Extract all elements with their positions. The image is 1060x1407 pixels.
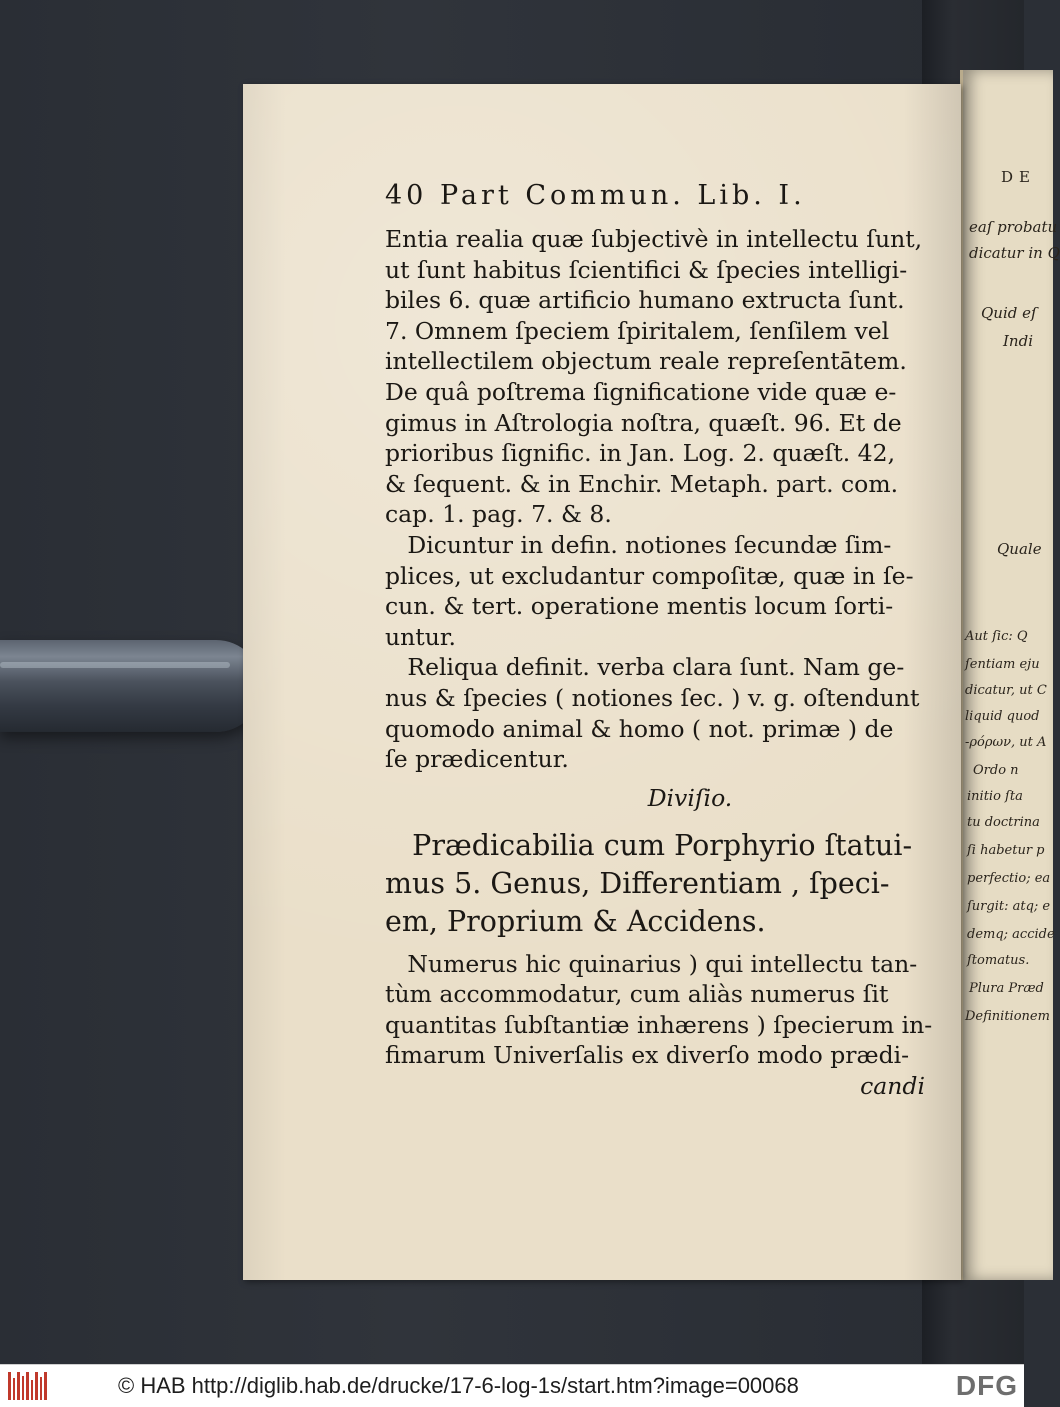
facing-fragment: ſentiam eju: [965, 657, 1040, 672]
source-link[interactable]: © HAB http://diglib.hab.de/drucke/17-6-log-1s/start.htm?image=00068: [118, 1373, 799, 1398]
facing-fragment: -ρόρων, ut A: [965, 735, 1047, 750]
facing-fragment: eaſ probatu: [969, 218, 1058, 236]
large-text-line: mus 5. Genus, Differentiam , ſpeci-: [385, 866, 890, 900]
large-text-line: em, Proprium & Accidens.: [385, 904, 766, 938]
text-line: ut ſunt habitus ſcientifici & ſpecies intelligi-: [385, 255, 908, 284]
text-line: quantitas ſubſtantiæ inhærens ) ſpecierum in-: [385, 1010, 933, 1039]
facing-fragment: DE: [1001, 168, 1036, 186]
text-line: De quâ poſtrema ſignificatione vide quæ e-: [385, 377, 897, 406]
facing-fragment: Indi: [1003, 332, 1033, 350]
facing-fragment: Aut ſic: Q: [965, 629, 1028, 644]
text-line: Reliqua definit. verba clara ſunt. Nam ge-: [385, 653, 905, 682]
facing-fragment: dicatur, ut C: [965, 683, 1047, 698]
facing-fragment: Ordo n: [973, 763, 1019, 778]
text-line: gimus in Aſtrologia noſtra, quæſt. 96. Et de: [385, 408, 902, 437]
text-line: nus & ſpecies ( notiones ſec. ) v. g. oſtendunt: [385, 683, 920, 712]
facing-fragment: ſurgit: atq; e: [967, 899, 1051, 914]
running-head: 40 Part Commun. Lib. I.: [385, 180, 806, 211]
viewer-footer: [0, 1364, 1024, 1407]
facing-fragment: initio ſta: [967, 789, 1023, 804]
catchword: candi: [860, 1072, 925, 1101]
text-line: quomodo animal & homo ( not. primæ ) de: [385, 714, 894, 743]
large-paragraph: [385, 821, 925, 949]
book-clamp: [0, 640, 262, 732]
large-text-line: Prædicabilia cum Porphyrio ſtatui-: [385, 828, 913, 862]
section-heading: Diviſio.: [647, 783, 733, 812]
text-line: intellectilem objectum reale repreſentātem.: [385, 347, 907, 376]
page-body: [385, 224, 933, 1102]
facing-fragment: tu doctrina: [967, 815, 1040, 830]
text-line: biles 6. quæ artificio humano extructa ſunt.: [385, 286, 905, 315]
book-page: [243, 84, 961, 1280]
text-line: Dicuntur in defin. notiones ſecundæ ſim-: [385, 530, 892, 559]
hab-barcode-icon: [8, 1372, 48, 1400]
text-line: 7. Omnem ſpeciem ſpiritalem, ſenſilem vel: [385, 316, 890, 345]
facing-page: [960, 70, 1060, 1280]
text-line: untur.: [385, 622, 456, 651]
facing-fragment: Plura Præd: [969, 981, 1044, 996]
text-line: fimarum Univerſalis ex diverſo modo prædi-: [385, 1041, 910, 1070]
facing-fragment: perfectio; ea: [967, 871, 1051, 886]
facing-fragment: ſtomatus.: [967, 953, 1030, 968]
text-line: Numerus hic quinarius ) qui intellectu tan-: [385, 949, 918, 978]
dfg-logo: DFG: [955, 1370, 1018, 1401]
text-line: prioribus ſignific. in Jan. Log. 2. quæſt. 42,: [385, 439, 896, 468]
text-line: Entia realia quæ ſubjectivè in intellectu ſunt,: [385, 225, 923, 253]
facing-fragment: Quale: [997, 540, 1042, 558]
facing-fragment: demq; accide: [967, 927, 1055, 942]
facing-fragment: ſi habetur p: [967, 843, 1045, 858]
text-line: plices, ut excludantur compoſitæ, quæ in ſe-: [385, 561, 914, 590]
facing-fragment: Quid eſ: [981, 304, 1037, 322]
facing-fragment: liquid quod: [965, 709, 1040, 724]
facing-fragment: dicatur in Q: [969, 244, 1060, 262]
text-line: & ſequent. & in Enchir. Metaph. part. com.: [385, 469, 899, 498]
text-line: ſe prædicentur.: [385, 745, 569, 774]
text-line: tùm accommodatur, cum aliàs numerus ſit: [385, 980, 889, 1009]
text-line: cun. & tert. operatione mentis locum ſorti-: [385, 592, 894, 621]
text-line: cap. 1. pag. 7. & 8.: [385, 500, 612, 529]
facing-fragment: Definitionem: [965, 1009, 1050, 1024]
